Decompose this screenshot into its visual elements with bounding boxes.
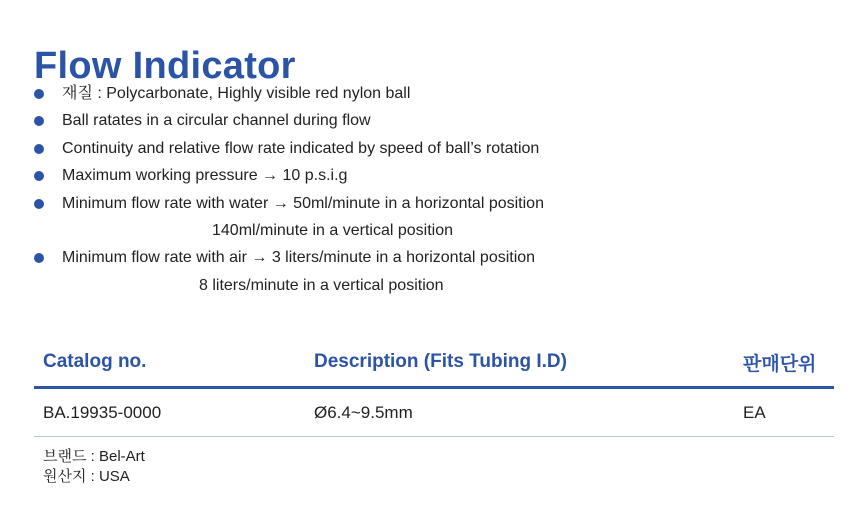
table-row <box>34 388 834 437</box>
page-title: Flow Indicator <box>34 45 296 88</box>
feature-item-rotation <box>34 107 834 134</box>
bullet-icon <box>34 171 44 181</box>
feature-item-continuity <box>34 135 834 162</box>
bullet-icon <box>34 144 44 154</box>
cell-unit: EA <box>734 388 834 437</box>
origin-text: 원산지 : USA <box>43 468 130 485</box>
bullet-icon <box>34 116 44 126</box>
feature-text-continued: 140ml/minute in a vertical position <box>212 222 454 240</box>
feature-text: Minimum flow rate with water → 50ml/minute in a horizontal position <box>62 194 544 212</box>
brand-text: 브랜드 : Bel-Art <box>43 448 145 465</box>
bullet-icon <box>34 253 44 263</box>
feature-text: 재질 : Polycarbonate, Highly visible red nylon ball <box>62 85 411 102</box>
feature-item-air-flow <box>34 244 834 299</box>
column-header-catalog: Catalog no. <box>34 338 305 388</box>
cell-description: Ø6.4~9.5mm <box>305 388 734 437</box>
bullet-icon <box>34 199 44 209</box>
table-header-row <box>34 338 834 388</box>
cell-catalog-number: BA.19935-0000 <box>34 388 305 437</box>
feature-list <box>34 80 834 299</box>
feature-text: Continuity and relative flow rate indicated by speed of ball’s rotation <box>62 139 540 157</box>
feature-item-pressure <box>34 162 834 189</box>
product-table <box>34 338 834 437</box>
column-header-unit: 판매단위 <box>734 338 834 388</box>
feature-text: Minimum flow rate with air → 3 liters/minute in a horizontal position <box>62 249 536 267</box>
feature-text: Maximum working pressure → 10 p.s.i.g <box>62 167 348 185</box>
bullet-icon <box>34 89 44 99</box>
feature-text-continued: 8 liters/minute in a vertical position <box>199 276 444 294</box>
product-meta <box>43 447 145 487</box>
feature-item-material <box>34 80 834 107</box>
column-header-description: Description (Fits Tubing I.D) <box>305 338 734 388</box>
feature-text: Ball ratates in a circular channel during flow <box>62 112 371 130</box>
feature-item-water-flow <box>34 190 834 245</box>
